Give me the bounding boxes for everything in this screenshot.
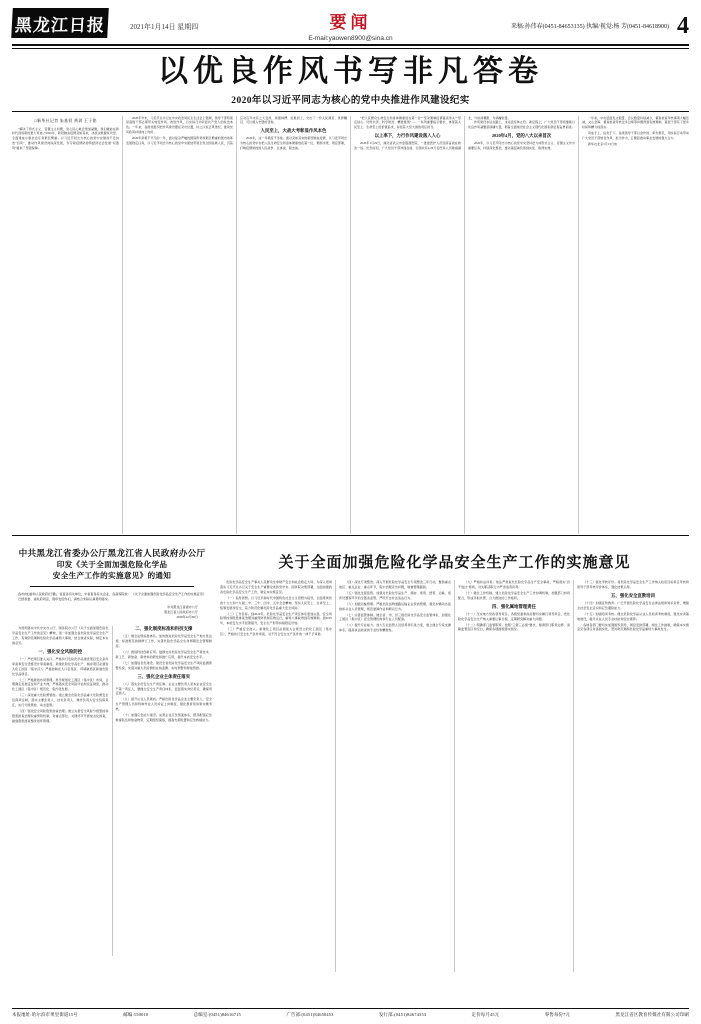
article-subheading: 四、强化属地管理责任: [492, 603, 536, 609]
article-paragraph: （十）健全工作机制。建立危险化学品安全生产工作协调机制，加强部门协同配合，形成齐抓共管、合力推进的工作格局。: [458, 590, 570, 600]
article-paragraph: 2020年是极不平凡的一年，面对复杂严峻的国际形势和艰巨繁重的国内改革发展稳定任务，以习近平同志为核心的党中央团结带领全党全国各族人民，沉着应对百年未有之大变局，顽强拼搏、迎难而上，交出了一份人民满意、世界瞩目、可以载入史册的答卷。: [126, 115, 347, 145]
article-paragraph: （一）严把项目准入关口。严格执行危险化学品建设项目安全条件审查和安全设施设计审查制度。新建危险化学品生产、储存项目必须进入化工园区（集中区）。严格控制在人口密集区、环境敏感区新建危险化学品项目。: [12, 656, 109, 676]
article-paragraph: 各地各部门要切实加强组织领导，周密安排部署，细化工作措施，确保本实施意见各项任务落到实处，坚决防范遏制危险化学品重特大事故发生。: [577, 622, 689, 632]
article-paragraph: （五）强化过程监管。加强对危险化学品生产、储存、使用、经营、运输、废弃处置等环节的全链条监管，严厉打击非法违法行为。: [339, 590, 451, 600]
article-paragraph: 危险化学品安全生产事关人民群众生命财产安全和社会稳定大局。为深入贯彻落实习近平总书记关于安全生产重要论述和党中央、国务院决策部署，全面加强我省危险化学品安全生产工作，制定本实施意见。: [220, 580, 332, 594]
article-subheading: 2020年4月，党的八大以来首次: [491, 133, 552, 139]
article-paragraph: 2020年，这一年极度不寻常。面对突如其来的新冠肺炎疫情，以习近平同志为核心的党中央把人民生命安全和身体健康放在第一位，果断决策，周密部署，打响疫情防控的人民战争、总体战、阻击战。: [240, 136, 347, 150]
bottom-section: [12, 541, 689, 972]
article-paragraph: （六）加强运输管理。严格危险货物道路运输企业资质管理，强化车辆动态监控和从业人员管理，规范装卸作业和押运行为。: [339, 601, 451, 611]
article-paragraph: 一年来，中央层面发文数量、会议数量持续减少，督查检查考核事项大幅压减，文山会海、督查检查考核过多过频等问题得到有效遏制，基层干部有了更多时间和精力抓落实。: [582, 115, 689, 130]
page-number: 4: [677, 13, 689, 39]
article-paragraph: “解决了形式主义、官僚主义问题，党心民心就会更加凝聚，我们就能在新时代创造新的更大奇迹。”2020年，新冠肺炎疫情突如其来，决战决胜脱贫攻坚、全面建成小康社会任务艰巨繁重。以习近平同志为核心的党中央驰而不息纠治“四风”，推动作风建设向纵深发展，为夺取疫情防控和经济社会发展“双胜利”提供了坚强保障。: [12, 126, 119, 150]
article-paragraph: 2020年1月29日，湖北省武汉市金银潭医院，一批批医护人员连续奋战在救治一线。危急时刻，广大党员干部冲锋在前，全国共有4.26万名医务人员驰援湖北，与时间赛跑、与病魔较量。: [354, 115, 511, 150]
footer-monthly-price: 定价每月45元: [471, 1012, 500, 1017]
article-paragraph: （十四）加强宣传教育。广泛开展危险化学品安全法律法规和知识宣传，增强全社会安全意识和应急避险能力。: [577, 600, 689, 610]
article-block: [12, 127, 119, 151]
signature-org2: 黑龙江省人民政府办公厅: [163, 610, 198, 615]
article-paragraph: （八）落实全员安全生产责任制。企业主要负责人是本企业安全生产第一责任人，要健全安全生产责任体系，层层落实岗位责任，确保责任到人。: [115, 681, 212, 696]
article-paragraph: （六）推进科技创新应用。鼓励支持危险化学品安全生产新技术、新工艺、新装备、新材料的研发和推广应用，提升本质安全水平。: [115, 649, 212, 659]
masthead-rule-thin: [12, 48, 689, 49]
article-paragraph: 2020年，以习近平同志为核心的党中央坚持把力戒形式主义、官僚主义作为重要任务，持续深化整治，推动基层减负落到实处、取得实效。: [468, 141, 575, 150]
notice-title-line3: 安全生产工作的实施意见》的通知: [52, 571, 172, 581]
opinion-columns: [220, 580, 689, 972]
page-footer: [12, 1008, 689, 1018]
article-paragraph: （一）指导思想。以习近平新时代中国特色社会主义思想为指导，全面贯彻党的十九大和十九届二中、三中、四中、五中全会精神，坚持人民至上、生命至上，统筹发展和安全，着力防范化解危险化学品重大安全风险。: [220, 595, 332, 610]
footer-rule: [12, 1008, 689, 1009]
notice-title: [16, 547, 208, 581]
article-paragraph: （三）深化重大危险源管控。建立健全危险化学品重大危险源安全包保责任制，落实主要负责人、技术负责人、操作负责人安全包保责任，实行分级管控、动态监管。: [12, 693, 109, 708]
section-title: 要闻: [329, 13, 372, 32]
masthead: [12, 8, 689, 42]
issue-date: 2021年1月14日 星期四: [130, 23, 199, 31]
article-dateline: 新华社北京1月13日电: [588, 141, 618, 146]
footer-switchboard: 总编室:(0451)84616715: [193, 1012, 241, 1017]
notice-columns: [12, 626, 212, 956]
article-block: [126, 116, 233, 135]
article-paragraph: （十三）强化考核评价。将危险化学品安全生产工作纳入政府目标责任考核和领导干部考核评价体系，强化结果运用。: [577, 580, 689, 589]
article-paragraph: 风成于上，俗化于下。各级领导干部以身作则、率先垂范，用实际行动带动广大党员干部转变作风、担当作为，汇聚起推动事业发展的强大合力。: [582, 131, 689, 140]
editor-contacts: 来稿:孙伟春(0451-84653135) 执编/视觉:杨 芳(0451-84618900): [511, 24, 669, 30]
top-story: [12, 55, 689, 534]
notice-article: [12, 541, 212, 972]
footer-address: 本报地址:哈尔滨市果里街道15号: [12, 1012, 78, 1017]
article-paragraph: （二）工作目标。到2022年，危险化学品安全生产责任体系更加完善，安全风险管控和隐患排查治理双重预防机制有效运行，重特大事故得到有效遏制。到2025年，本质安全水平显著提升，安全生产形势持续稳定好转。: [220, 611, 332, 626]
section-email: E-mail:yaowen8900@sina.cn: [308, 35, 393, 42]
article-paragraph: 为贯彻落实中共中央办公厅、国务院办公厅《关于全面加强危险化学品安全生产工作的意见》精神，进一步加强全省危险化学品安全生产工作，有效防范遏制危险化学品重特大事故，结合我省实际，制定本实施意见。: [12, 626, 109, 645]
article-paragraph: （九）提升从业人员素质。严格危险化学品企业主要负责人、安全生产管理人员和特种作业人员持证上岗制度，强化教育培训和实操考核。: [115, 697, 212, 712]
article-paragraph: （三）严格安全准入。新建化工项目必须进入合规设立的化工园区（集中区），严格执行安全生产条件审查，对不符合安全生产条件的一律不予审批。: [220, 627, 332, 637]
article-paragraph: （七）加强信息化建设。建设全省危险化学品安全生产风险监测预警系统，实现对重大危险源的在线监测、实时预警和智能管控。: [115, 660, 212, 670]
top-story-byline: □新华社记者 朱基钗 黄玥 王子铭: [34, 117, 97, 123]
article-paragraph: （十）加强应急能力建设。完善企业应急预案体系，配齐配强应急救援队伍和装备物资，定期组织演练，提高先期处置和应急救援能力。: [115, 713, 212, 723]
footer-info-row: [12, 1012, 689, 1018]
article-subheading: 一、强化安全风险防控: [38, 648, 83, 654]
article-subheading: 二、强化制度标准和科技支撑: [135, 626, 193, 632]
notice-separator: [30, 586, 194, 587]
top-story-headline: 以优良作风书写非凡答卷: [158, 54, 543, 88]
article-subheading: 以上率下，力行作风建设落入人心: [374, 133, 441, 139]
article-paragraph: “把人民群众生命安全和身体健康放在第一位”“坚决遏制疫情蔓延势头”“坚定信心、同舟共济、科学防治、精准施策”……一系列重要指示要求，体现着人民至上、生命至上的价值追求，彰显着大党大国的责任担当。: [354, 115, 461, 130]
article-paragraph: （四）深化专项整治。深入开展危险化学品安全专项整治三年行动，聚焦重点地区、重点企业、重点环节，集中治理突出问题，堵塞管理漏洞。: [339, 580, 451, 589]
top-story-subhead: 2020年以习近平同志为核心的党中央推进作风建设纪实: [231, 95, 470, 106]
section-header: [12, 8, 689, 42]
notice-title-line1: 中共黑龙江省委办公厅黑龙江省人民政府办公厅: [18, 548, 206, 558]
notice-preamble: [18, 592, 206, 602]
masthead-rule-thick: [12, 44, 689, 46]
opinion-article: [220, 541, 689, 972]
opinion-title: 关于全面加强危险化学品安全生产工作的实施意见: [278, 555, 631, 571]
footer-single-price: 零售每份7元: [544, 1012, 571, 1017]
footer-distribution-phone: 发行部:(0451)84674553: [378, 1012, 427, 1017]
article-paragraph: （四）强化安全风险隐患排查治理。建立完善安全风险分级管控和隐患排查治理双重预防机制，对重点部位、关键环节开展常态化排查，做到隐患排查整改闭环管理。: [12, 709, 109, 723]
footer-publisher: 黑龙江省区教育传媒社有限公司印刷: [615, 1012, 689, 1017]
article-subheading: 人民至上，大战大考彰显作风本色: [260, 128, 327, 134]
article-subheading: 五、强化安全宣教培训: [611, 592, 655, 598]
article-paragraph: 作风建设永远在路上，永远没有休止符。新征程上，广大党员干部将继续以优良作风凝聚起磅礴力量，朝着全面建设社会主义现代化国家新征程奋勇前进。: [468, 120, 575, 130]
article-subheading: 三、强化企业主体责任落实: [137, 673, 191, 679]
notice-preamble-text: 各市(地)委和人民政府(行署)，省直各有关单位，中省直各有关企业，各高等院校： 《关于全面加强危险化学品安全生产工作的实施意见》已经省委、省政府同意，现印发给你们，请结合实际认真贯彻落实。: [18, 592, 206, 602]
notice-title-line2: 印发《关于全面加强危险化学品: [56, 560, 168, 570]
mid-page-rule: [12, 535, 689, 536]
notice-signature: [12, 605, 198, 620]
article-paragraph: （二）严格规划布局管理。科学规划化工园区（集中区）布局，合理确定发展定位和产业方向，严格落实安全风险评估和论证制度，推动化工园区（集中区）规范化、集约化发展。: [12, 677, 109, 692]
article-paragraph: （十一）压实地方党政领导责任。各级党委和政府要切实履行领导责任，把危险化学品安全生产纳入重要议事日程，定期研究解决重大问题。: [458, 611, 570, 621]
article-paragraph: （八）提升专业能力。加大专业监管人员培养和引进力度，建立健全专家支撑体系，提高执法检查的专业性和精准性。: [339, 623, 451, 633]
article-paragraph: （十二）明确部门监管职责。按照“三管三必须”要求，厘清部门职责边界，消除监管盲区和空白，确保各项措施落实到位。: [458, 622, 570, 632]
top-story-rule: [12, 111, 689, 112]
newspaper-logo: 黑龙江日报: [11, 8, 109, 38]
top-story-columns: [12, 116, 689, 534]
signature-date: 2020年12月30日: [176, 615, 198, 620]
article-paragraph: 2020年岁末，习近平总书记在中央政治局民主生活会上强调，领导干部特别是高级干部必须带头转变作风、改进作风，以实际行动彰显共产党人的政治本色。一年来，各级党组织把作风建设摆在突出位置，持之以恒正风肃纪，推动党风政风持续向上向好。: [126, 115, 233, 135]
article-paragraph: （七）完善监管体制。健全省、市、县三级危险化学品安全监管体系，加强化工园区（集中区）安全管理机构和专业人员配备。: [339, 612, 451, 622]
article-paragraph: （五）健全法规标准体系。加快推进危险化学品安全生产地方性法规、标准规范的制修订工作，完善危险化学品全生命周期安全管理制度。: [115, 634, 212, 648]
article-paragraph: （十五）加强培训考核。健全危险化学品从业人员培训考核制度，强化实训基地建设，提升从业人员专业技能和安全素养。: [577, 611, 689, 621]
article-paragraph: （九）严格执法问责。依法严肃查处危险化学品生产安全事故，严格落实“四不放过”原则，对失职渎职行为严肃追责问责。: [458, 580, 570, 589]
footer-ads-phone: 广告部:(0451)84650453: [286, 1012, 334, 1017]
signature-org1: 中共黑龙江省委办公厅: [167, 605, 198, 610]
footer-postcode: 邮编:150010: [123, 1012, 149, 1017]
